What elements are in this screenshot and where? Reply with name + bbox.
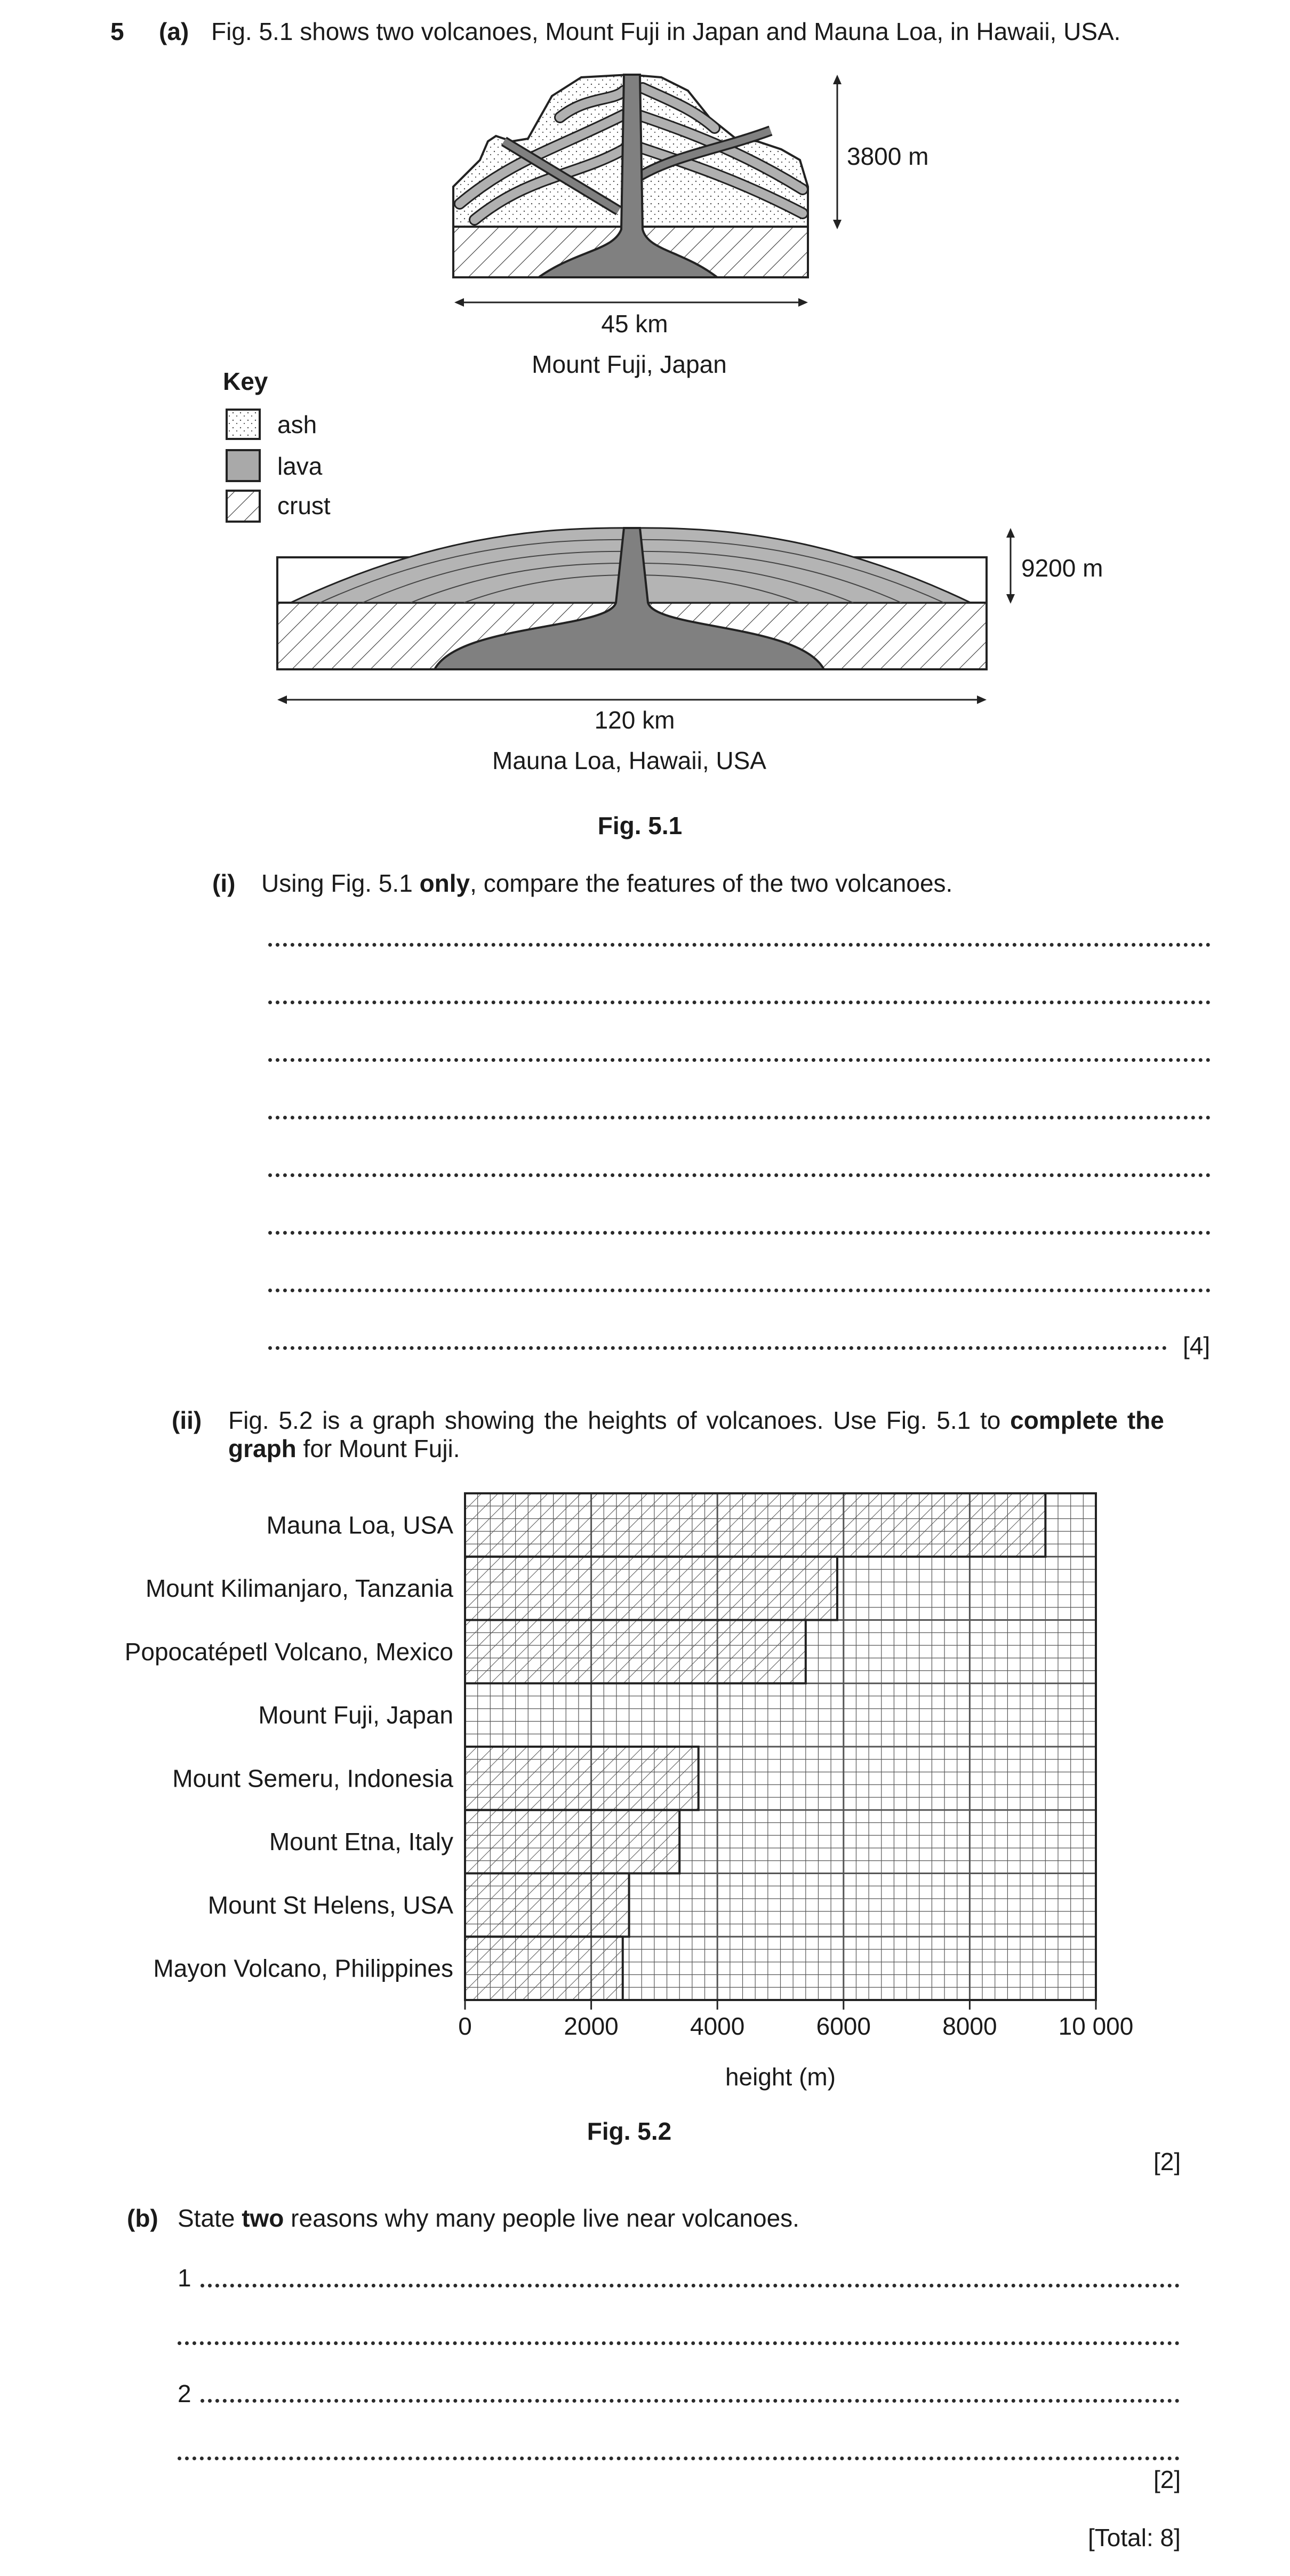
part-b-text-after: reasons why many people live near volcanoes. xyxy=(284,2204,799,2232)
part-a-label: (a) xyxy=(159,18,189,45)
part-i-marks: [4] xyxy=(1183,1332,1211,1359)
part-ii-text-bold1: complete the xyxy=(1010,1406,1164,1434)
category-label: Mount Kilimanjaro, Tanzania xyxy=(145,1574,453,1603)
part-i-text-after: , compare the features of the two volcanoes. xyxy=(470,869,953,897)
fuji-width-label: 45 km xyxy=(601,310,668,338)
fuji-caption: Mount Fuji, Japan xyxy=(532,350,727,378)
category-label: Mount St Helens, USA xyxy=(207,1891,453,1919)
category-label: Mayon Volcano, Philippines xyxy=(153,1954,453,1982)
mauna-width-label: 120 km xyxy=(594,706,675,734)
part-b-answer-number-1: 1 xyxy=(178,2264,191,2292)
fig-5-2-label: Fig. 5.2 xyxy=(587,2117,672,2145)
x-tick-label: 10 000 xyxy=(1058,2012,1134,2040)
part-a-text: Fig. 5.1 shows two volcanoes, Mount Fuji in Japan and Mauna Loa, in Hawaii, USA. xyxy=(211,18,1121,45)
part-i-text-bold: only xyxy=(419,869,470,897)
fig-5-1-label: Fig. 5.1 xyxy=(597,812,683,839)
part-b-text-before: State xyxy=(178,2204,242,2232)
x-tick-label: 2000 xyxy=(564,2012,619,2040)
part-i-text-before: Using Fig. 5.1 xyxy=(261,869,420,897)
part-ii-text-line2: for Mount Fuji. xyxy=(296,1435,460,1462)
answer-line-b-1[interactable] xyxy=(201,2284,1180,2287)
fig-5-2-marks: [2] xyxy=(1153,2148,1181,2175)
category-label: Mount Fuji, Japan xyxy=(258,1701,453,1729)
category-label: Popocatépetl Volcano, Mexico xyxy=(124,1637,453,1666)
question-number: 5 xyxy=(110,18,124,45)
part-ii-label: (ii) xyxy=(172,1406,202,1434)
answer-line-b-2[interactable] xyxy=(178,2341,1180,2345)
bar xyxy=(465,1747,699,1810)
answer-line-b-4[interactable] xyxy=(178,2457,1180,2460)
bar xyxy=(465,1620,806,1684)
x-tick-label: 6000 xyxy=(816,2012,871,2040)
total-marks: [Total: 8] xyxy=(1088,2524,1181,2551)
bar xyxy=(465,1874,629,1937)
category-label: Mauna Loa, USA xyxy=(266,1511,453,1539)
bar xyxy=(465,1493,1045,1557)
category-label: Mount Etna, Italy xyxy=(269,1828,453,1856)
part-b-question xyxy=(178,2206,799,2230)
bar xyxy=(465,1557,837,1620)
part-ii-text-line1: Fig. 5.2 is a graph showing the heights of volcanoes. Use Fig. 5.1 to xyxy=(228,1406,1011,1434)
bar xyxy=(465,1810,679,1874)
category-label: Mount Semeru, Indonesia xyxy=(172,1764,453,1793)
key-item-crust: crust xyxy=(277,492,331,519)
part-ii-text-bold2: graph xyxy=(228,1435,297,1462)
part-b-answer-number-2: 2 xyxy=(178,2380,191,2407)
mauna-caption: Mauna Loa, Hawaii, USA xyxy=(492,747,766,774)
fuji-height-label: 3800 m xyxy=(847,142,929,170)
part-b-text-bold: two xyxy=(242,2204,284,2232)
x-tick-label: 0 xyxy=(458,2012,472,2040)
key-item-lava: lava xyxy=(277,452,323,480)
part-b-label: (b) xyxy=(127,2204,158,2232)
part-i-label: (i) xyxy=(212,869,236,897)
part-b-marks: [2] xyxy=(1153,2466,1181,2493)
x-axis-label: height (m) xyxy=(725,2063,836,2091)
mauna-height-label: 9200 m xyxy=(1021,554,1103,582)
x-tick-label: 4000 xyxy=(690,2012,745,2040)
answer-line-b-3[interactable] xyxy=(201,2399,1180,2403)
key-title: Key xyxy=(223,367,268,395)
x-tick-label: 8000 xyxy=(942,2012,997,2040)
key-item-ash: ash xyxy=(277,411,317,438)
bar xyxy=(465,1937,623,2000)
